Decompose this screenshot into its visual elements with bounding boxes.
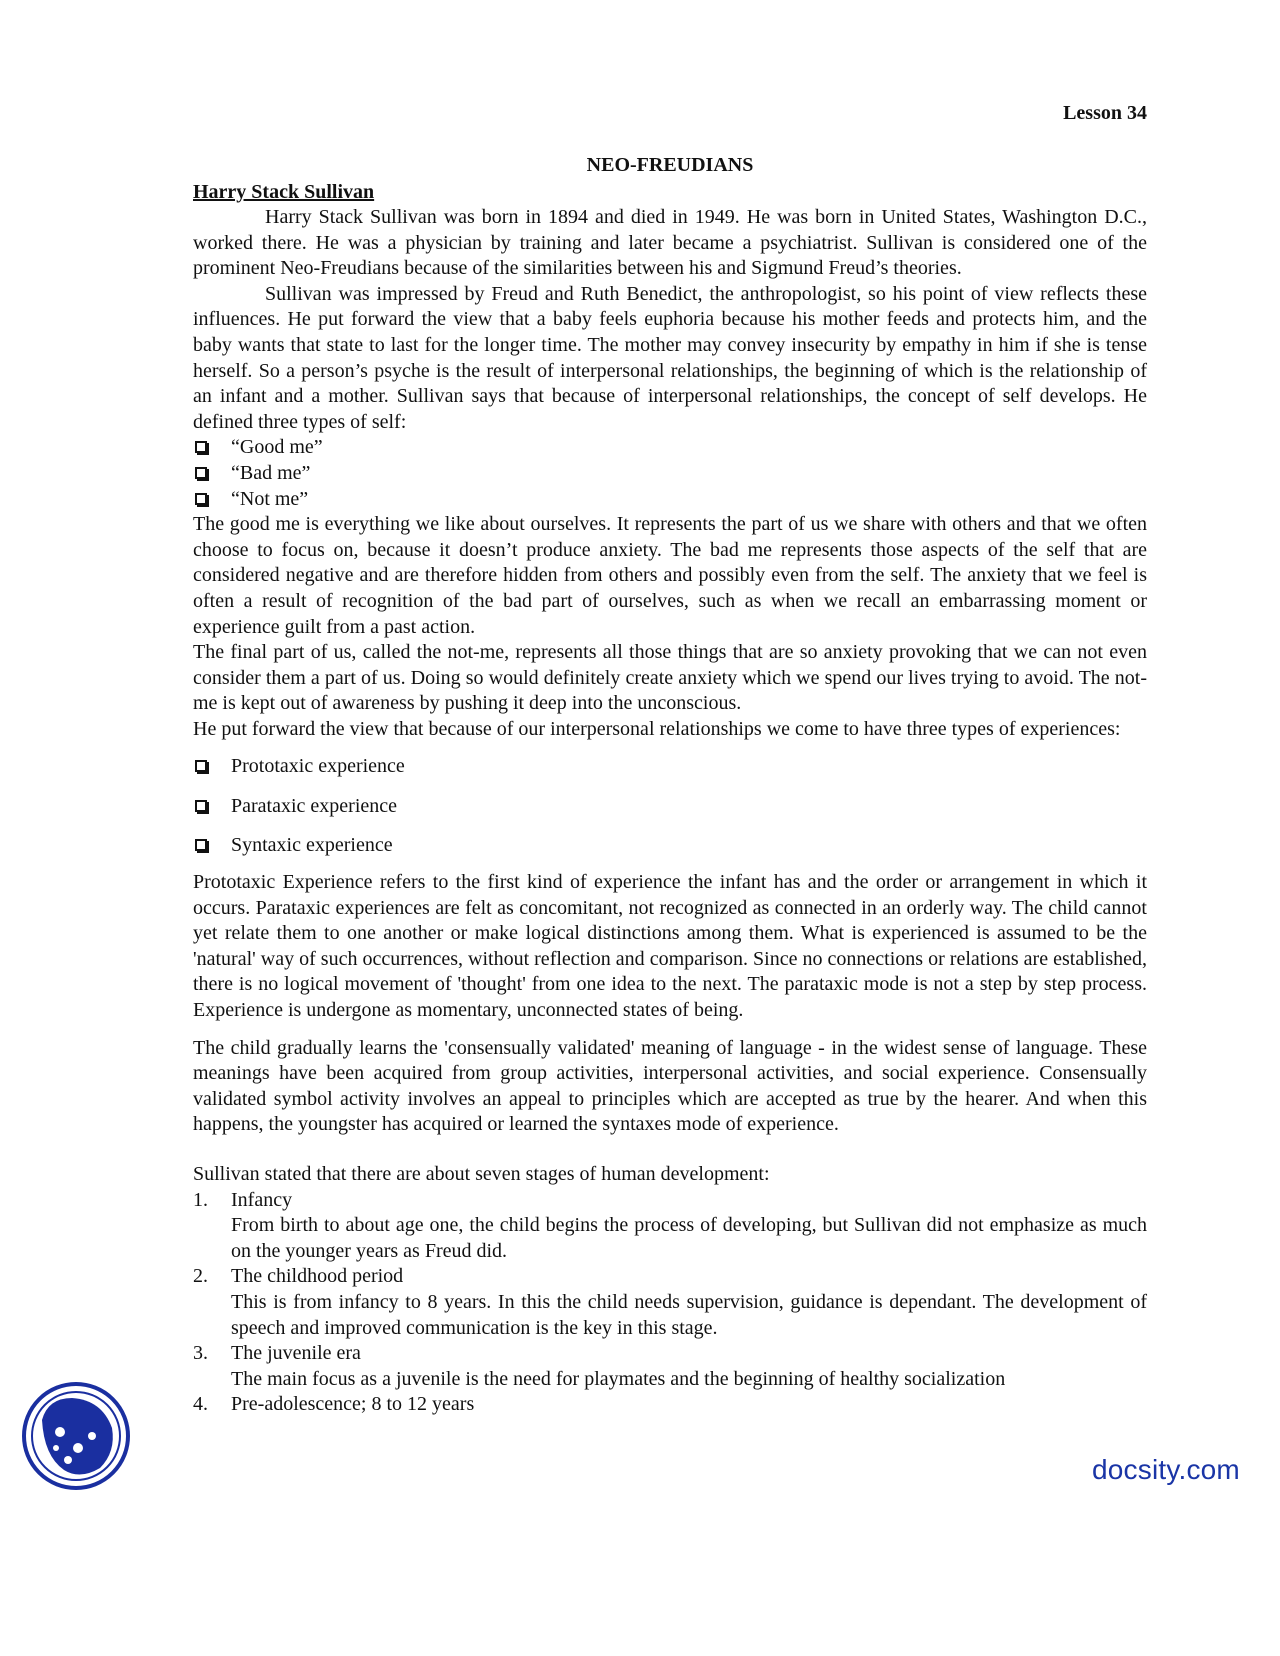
checkbox-bullet-icon bbox=[195, 467, 207, 479]
paragraph-biography: Harry Stack Sullivan was born in 1894 and died in 1949. He was born in United States, Washington D.C., worked there. He was a physician by training and later became a psychiatrist. Sullivan is considered one of the prominent Neo-Freudians because of the similarities between his and Sigmund Freud’s theories. bbox=[193, 206, 1147, 280]
paragraph-prototaxic: Prototaxic Experience refers to the first kind of experience the infant has and the order or arrangement in which it occurs. Parataxic experiences are felt as concomitant, not recognized as connected in an orderly way. The child cannot yet relate them to one another or make logical distinctions among them. What is experienced is assumed to be the 'natural' way of such occurrences, without reflection and comparison. Since no connections or relations are established, there is no logical movement of 'thought' from one idea to the next. The parataxic mode is not a step by step process. Experience is undergone as momentary, unconnected states of being. bbox=[193, 871, 1147, 1021]
stages-list bbox=[193, 1188, 1147, 1418]
self-types-list bbox=[193, 435, 1147, 512]
stage-item: 2. The childhood period This is from infancy to 8 years. In this the child needs supervision, guidance is dependant. The development of speech and improved communication is the key in this stage. bbox=[193, 1264, 1147, 1341]
stage-description: The main focus as a juvenile is the need for playmates and the beginning of healthy socialization bbox=[231, 1367, 1006, 1390]
checkbox-bullet-icon bbox=[195, 441, 207, 453]
checkbox-bullet-icon bbox=[195, 760, 207, 772]
lesson-number: Lesson 34 bbox=[1063, 102, 1147, 124]
list-item: “Not me” bbox=[193, 487, 1147, 513]
page-title: NEO-FREUDIANS bbox=[586, 154, 754, 176]
stage-title: Infancy bbox=[231, 1188, 293, 1211]
stage-item: 4. Pre-adolescence; 8 to 12 years bbox=[193, 1392, 1147, 1418]
list-item: “Good me” bbox=[193, 435, 1147, 461]
experiences-list bbox=[193, 754, 1147, 858]
list-item: “Bad me” bbox=[193, 461, 1147, 487]
checkbox-bullet-icon bbox=[195, 800, 207, 812]
stage-description: This is from infancy to 8 years. In this the child needs supervision, guidance is dependant. The development of speech and improved communication is the key in this stage. bbox=[231, 1290, 1147, 1339]
docsity-brand-link[interactable]: docsity.com bbox=[1092, 1454, 1240, 1485]
paragraph-good-bad-me: The good me is everything we like about ourselves. It represents the part of us we share with others and that we often choose to focus on, because it doesn’t produce anxiety. The bad me represents those aspects of the self that are considered negative and are therefore hidden from others and possibly even from the self. The anxiety that we feel is often a result of recognition of the bad part of ourselves, such as when we recall an embarrassing moment or experience guilt from a past action. bbox=[193, 513, 1147, 638]
paragraph-syntaxic: The child gradually learns the 'consensually validated' meaning of language - in the widest sense of language. These meanings have been acquired from group activities, interpersonal activities, and social experience. Consensually validated symbol activity involves an appeal to principles which are accepted as true by the hearer. And when this happens, the youngster has acquired or learned the syntaxes mode of experience. bbox=[193, 1036, 1147, 1136]
paragraph-not-me: The final part of us, called the not-me, represents all those things that are so anxiety provoking that we can not even consider them a part of us. Doing so would definitely create anxiety which we spend our lives trying to avoid. The not-me is kept out of awareness by pushing it deep into the unconscious. bbox=[193, 641, 1147, 715]
list-item: Prototaxic experience bbox=[193, 754, 1147, 780]
list-item: Parataxic experience bbox=[193, 794, 1147, 820]
docsity-logo-icon[interactable] bbox=[20, 1380, 132, 1492]
section-heading: Harry Stack Sullivan bbox=[193, 181, 375, 203]
paragraph-experiences-intro: He put forward the view that because of our interpersonal relationships we come to have three types of experiences: bbox=[193, 717, 1121, 740]
list-item: Syntaxic experience bbox=[193, 833, 1147, 859]
document-page bbox=[193, 100, 1147, 1418]
stage-title: Pre-adolescence; 8 to 12 years bbox=[231, 1393, 475, 1416]
stage-item: 3. The juvenile era The main focus as a juvenile is the need for playmates and the beginning of healthy socialization bbox=[193, 1341, 1147, 1392]
stage-description: From birth to about age one, the child begins the process of developing, but Sullivan did not emphasize as much on the younger years as Freud did. bbox=[231, 1214, 1147, 1262]
checkbox-bullet-icon bbox=[195, 839, 207, 851]
paragraph-stages-intro: Sullivan stated that there are about seven stages of human development: bbox=[193, 1162, 770, 1185]
paragraph-influences: Sullivan was impressed by Freud and Ruth Benedict, the anthropologist, so his point of view reflects these influences. He put forward the view that a baby feels euphoria because his mother feeds and protects him, and the baby wants that state to last for the longer time. The mother may convey insecurity by empathy in him if she is tense herself. So a person’s psyche is the result of interpersonal relationships, the beginning of which is the relationship of an infant and a mother. Sullivan says that because of interpersonal relationships, the concept of self develops. He defined three types of self: bbox=[193, 282, 1147, 433]
stage-item: 1. Infancy From birth to about age one, the child begins the process of developing, but Sullivan did not emphasize as much on the younger years as Freud did. bbox=[193, 1188, 1147, 1265]
stage-title: The childhood period bbox=[231, 1265, 404, 1288]
stage-title: The juvenile era bbox=[231, 1342, 361, 1365]
checkbox-bullet-icon bbox=[195, 493, 207, 505]
